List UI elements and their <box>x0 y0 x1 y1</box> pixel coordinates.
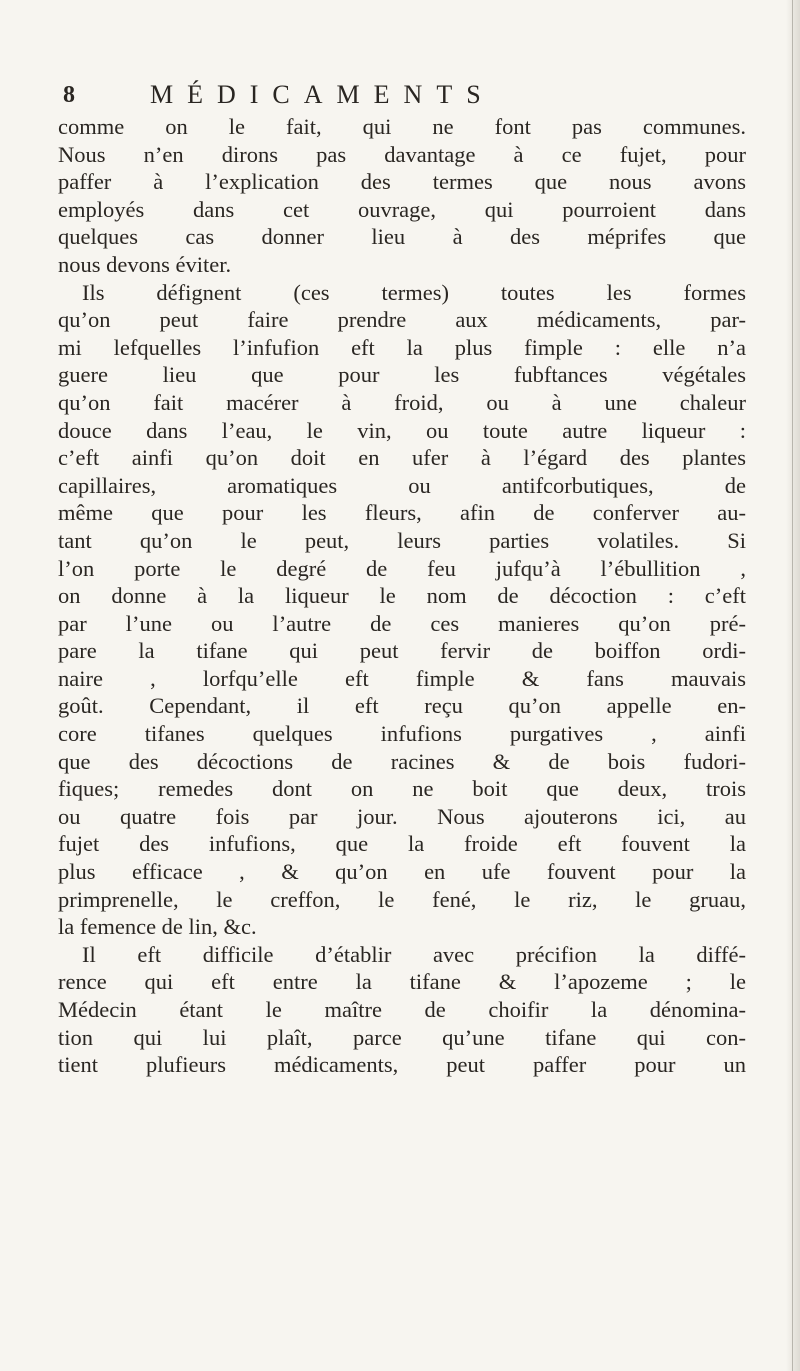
text-line: employés dans cet ouvrage, qui pourroient dans <box>58 196 746 222</box>
running-head-title: MÉDICAMENTS <box>150 80 495 109</box>
text-line: pare la tifane qui peut fervir de boiffon ordi- <box>58 638 746 664</box>
text-line: Il eft difficile d’établir avec précifion la diffé- <box>82 941 746 967</box>
text-line: Médecin étant le maître de choifir la dénomina- <box>58 997 746 1022</box>
text-line: tion qui lui plaît, parce qu’une tifane qui con- <box>58 1024 746 1050</box>
text-line: mi lefquelles l’infufion eft la plus fimple : elle n’a <box>58 334 746 360</box>
text-line: goût. Cependant, il eft reçu qu’on appelle en- <box>58 693 746 719</box>
text-line: que des décoctions de racines & de bois fudori- <box>58 748 746 774</box>
page-edge-line <box>792 0 793 1371</box>
text-line: douce dans l’eau, le vin, ou toute autre liqueur : <box>58 417 746 443</box>
text-line: la femence de lin, &c. <box>58 914 257 940</box>
text-line: naire , lorfqu’elle eft fimple & fans mauvais <box>58 665 746 691</box>
text-line: on donne à la liqueur le nom de décoction : c’eft <box>58 583 746 609</box>
text-line: Nous n’en dirons pas davantage à ce fujet, pour <box>58 141 746 167</box>
text-line: plus efficace , & qu’on en ufe fouvent pour la <box>58 859 746 885</box>
text-line: primprenelle, le creffon, le fené, le riz, le gruau, <box>58 886 746 912</box>
text-line: nous devons éviter. <box>58 251 232 277</box>
text-line: c’eft ainfi qu’on doit en ufer à l’égard des plantes <box>58 445 746 471</box>
text-line: fiques; remedes dont on ne boit que deux, trois <box>58 776 746 802</box>
text-line: comme on le fait, qui ne font pas communes. <box>58 114 746 139</box>
text-line: capillaires, aromatiques ou antifcorbutiques, de <box>58 472 746 498</box>
text-line: quelques cas donner lieu à des méprifes que <box>58 224 746 250</box>
text-line: paffer à l’explication des termes que nous avons <box>58 169 746 195</box>
running-head <box>55 72 745 112</box>
text-line: tant qu’on le peut, leurs parties volatiles. Si <box>58 527 746 553</box>
page-number: 8 <box>63 82 75 108</box>
text-line: qu’on fait macérer à froid, ou à une chaleur <box>58 389 746 415</box>
text-line: ou quatre fois par jour. Nous ajouterons ici, au <box>58 803 746 829</box>
text-line: même que pour les fleurs, afin de conferver au- <box>58 500 746 526</box>
text-line: fujet des infufions, que la froide eft fouvent la <box>58 831 746 857</box>
text-line: l’on porte le degré de feu jufqu’à l’ébullition , <box>58 555 746 581</box>
text-line: tient plufieurs médicaments, peut paffer pour un <box>58 1052 746 1078</box>
text-line: guere lieu que pour les fubftances végétales <box>58 362 746 388</box>
page-edge-shadow <box>786 0 800 1371</box>
text-line: par l’une ou l’autre de ces manieres qu’on pré- <box>58 610 746 636</box>
text-line: rence qui eft entre la tifane & l’apozeme ; le <box>58 969 746 995</box>
text-line: core tifanes quelques infufions purgatives , ainfi <box>58 721 746 747</box>
text-line: qu’on peut faire prendre aux médicaments, par- <box>58 307 746 333</box>
body-text <box>58 113 746 1079</box>
text-line: Ils défignent (ces termes) toutes les formes <box>82 279 746 305</box>
